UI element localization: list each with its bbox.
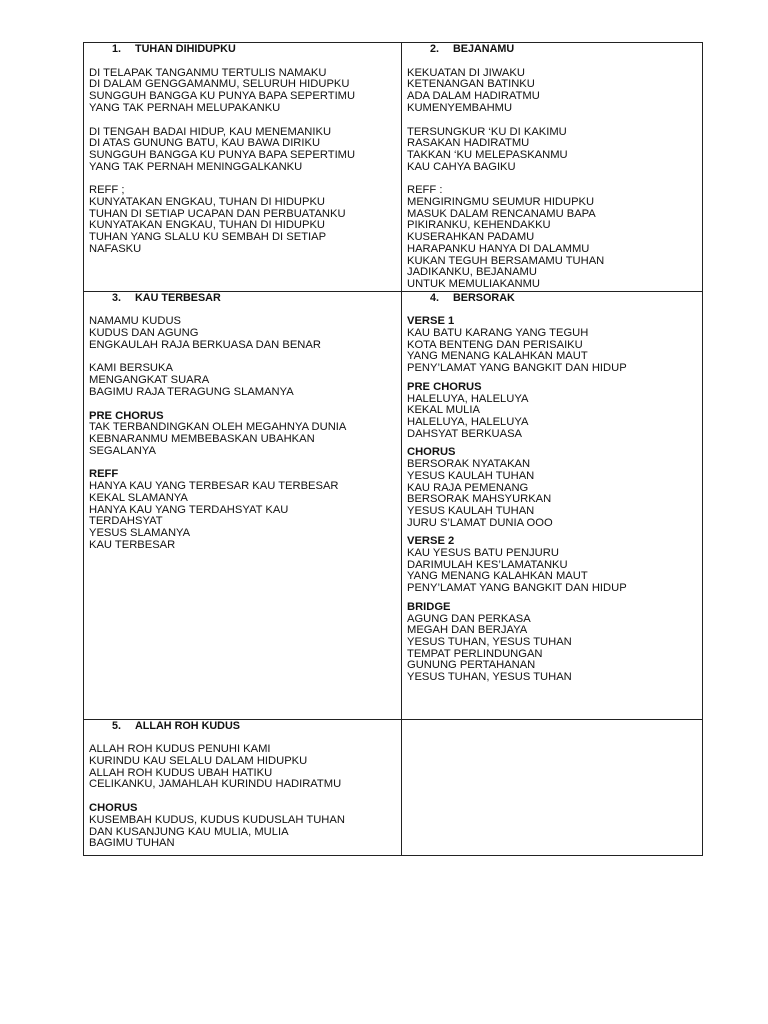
table-row — [84, 719, 703, 855]
lyric-line: BERSORAK NYATAKAN — [407, 458, 531, 471]
lyric-line: KAU RAJA PEMENANG — [407, 481, 529, 494]
song-title-text: BEJANAMU — [453, 43, 515, 55]
lyric-line: KAU YESUS BATU PENJURU — [407, 547, 559, 560]
lyric-line: MENGANGKAT SUARA — [89, 374, 210, 387]
lyric-block — [407, 185, 696, 290]
lyric-line: DARIMULAH KES’LAMATANKU — [407, 558, 568, 571]
lyric-line: BERSORAK MAHSYURKAN — [407, 493, 552, 506]
lyric-block — [407, 68, 696, 115]
lyric-block — [89, 744, 395, 791]
song-number: 1. — [112, 43, 122, 55]
lyric-line: KUMENYEMBAHMU — [407, 101, 513, 114]
lyric-line: YESUS KAULAH TUHAN — [407, 504, 535, 517]
lyric-line: GUNUNG PERTAHANAN — [407, 659, 536, 672]
lyric-line: TAKKAN ‘KU MELEPASKANMU — [407, 148, 568, 161]
lyric-line: KEKUATAN DI JIWAKU — [407, 66, 525, 79]
lyric-line: DI DALAM GENGGAMANMU, SELURUH HIDUPKU — [89, 78, 350, 91]
section-heading: BRIDGE — [407, 600, 451, 613]
lyric-line: KUSEMBAH KUDUS, KUDUS KUDUSLAH TUHAN — [89, 813, 345, 826]
lyric-line: KAU TERBESAR — [89, 538, 176, 551]
lyric-block — [407, 127, 696, 174]
lyric-line: YANG TAK PERNAH MELUPAKANKU — [89, 101, 281, 114]
lyric-line: ALLAH ROH KUDUS PENUHI KAMI — [89, 743, 271, 756]
lyric-block — [89, 68, 395, 115]
lyric-line: TEMPAT PERLINDUNGAN — [407, 647, 543, 660]
songs-table — [83, 42, 703, 856]
song-number: 3. — [112, 291, 122, 304]
lyric-line: DAN KUSANJUNG KAU MULIA, MULIA — [89, 825, 289, 838]
lyric-line: HANYA KAU YANG TERBESAR KAU TERBESAR — [89, 480, 339, 493]
lyric-line: KEKAL SLAMANYA — [89, 491, 188, 504]
song-title-text: BERSORAK — [453, 291, 515, 304]
song-cell-2 — [402, 43, 703, 292]
section-heading: VERSE 1 — [407, 315, 455, 328]
song-title — [407, 44, 696, 56]
lyric-line: DI TENGAH BADAI HIDUP, KAU MENEMANIKU — [89, 125, 332, 138]
section-heading: VERSE 2 — [407, 535, 455, 548]
lyric-line: YANG MENANG KALAHKAN MAUT — [407, 350, 588, 363]
lyric-line: PENY’LAMAT YANG BANGKIT DAN HIDUP — [407, 582, 627, 595]
lyric-line: HARAPANKU HANYA DI DALAMMU — [407, 242, 590, 255]
lyric-line: KETENANGAN BATINKU — [407, 78, 535, 91]
lyric-block — [407, 382, 696, 441]
lyric-block — [89, 185, 395, 255]
empty-cell — [402, 719, 703, 855]
lyric-line: TERSUNGKUR ‘KU DI KAKIMU — [407, 125, 567, 138]
lyric-block — [89, 316, 395, 351]
song-cell-5 — [84, 719, 402, 855]
table-row — [84, 291, 703, 719]
lyric-line: KURINDU KAU SELALU DALAM HIDUPKU — [89, 755, 308, 768]
lyric-line: KUSERAHKAN PADAMU — [407, 231, 535, 244]
song-number: 2. — [430, 43, 440, 55]
lyric-block — [89, 411, 395, 458]
lyric-line: SUNGGUH BANGGA KU PUNYA BAPA SEPERTIMU — [89, 90, 356, 103]
lyric-block — [407, 602, 696, 684]
lyric-line: DAHSYAT BERKUASA — [407, 427, 523, 440]
lyric-line: TERDAHSYAT — [89, 515, 163, 528]
lyric-line: KEBNARANMU MEMBEBASKAN UBAHKAN — [89, 432, 315, 445]
table-row — [84, 43, 703, 292]
section-heading: REFF — [89, 468, 119, 481]
lyric-line: KUNYATAKAN ENGKAU, TUHAN DI HIDUPKU — [89, 219, 326, 232]
lyric-block — [89, 127, 395, 174]
lyric-line: YESUS KAULAH TUHAN — [407, 469, 535, 482]
section-heading: CHORUS — [89, 802, 138, 815]
lyric-line: TUHAN YANG SLALU KU SEMBAH DI SETIAP — [89, 231, 327, 244]
lyric-line: ADA DALAM HADIRATMU — [407, 90, 540, 103]
lyric-line: ALLAH ROH KUDUS UBAH HATIKU — [89, 766, 273, 779]
lyric-line: YESUS SLAMANYA — [89, 526, 191, 539]
lyric-line: RASAKAN HADIRATMU — [407, 137, 530, 150]
lyric-line: KAU BATU KARANG YANG TEGUH — [407, 327, 589, 340]
lyric-line: MEGAH DAN BERJAYA — [407, 624, 528, 637]
section-heading: PRE CHORUS — [89, 409, 164, 422]
lyric-line: KUNYATAKAN ENGKAU, TUHAN DI HIDUPKU — [89, 196, 326, 209]
lyric-block — [89, 469, 395, 551]
lyric-line: NAMAMU KUDUS — [89, 315, 181, 328]
lyric-line: CELIKANKU, JAMAHLAH KURINDU HADIRATMU — [89, 778, 342, 791]
lyric-line: PIKIRANKU, KEHENDAKKU — [407, 219, 551, 232]
lyric-block — [407, 316, 696, 375]
lyric-line: BAGIMU TUHAN — [89, 837, 175, 850]
lyric-line: YESUS TUHAN, YESUS TUHAN — [407, 635, 572, 648]
lyric-block — [89, 363, 395, 398]
lyric-line: DI ATAS GUNUNG BATU, KAU BAWA DIRIKU — [89, 137, 321, 150]
song-title-text: TUHAN DIHIDUPKU — [135, 43, 236, 55]
lyric-line: SUNGGUH BANGGA KU PUNYA BAPA SEPERTIMU — [89, 148, 356, 161]
lyric-line: HALELUYA, HALELUYA — [407, 392, 529, 405]
song-title-text: KAU TERBESAR — [135, 291, 221, 304]
lyric-line: UNTUK MEMULIAKANMU — [407, 277, 541, 290]
song-cell-1 — [84, 43, 402, 292]
lyric-line: YANG TAK PERNAH MENINGGALKANKU — [89, 160, 303, 173]
lyric-line: JURU S’LAMAT DUNIA OOO — [407, 516, 553, 529]
lyric-line: AGUNG DAN PERKASA — [407, 612, 531, 625]
lyric-line: REFF : — [407, 184, 443, 197]
song-title — [89, 293, 395, 305]
section-heading: PRE CHORUS — [407, 380, 482, 393]
lyric-line: KAU CAHYA BAGIKU — [407, 160, 516, 173]
section-heading: CHORUS — [407, 446, 456, 459]
lyric-line: NAFASKU — [89, 242, 142, 255]
lyric-block — [89, 803, 395, 850]
lyric-line: PENY’LAMAT YANG BANGKIT DAN HIDUP — [407, 362, 627, 375]
song-cell-3 — [84, 291, 402, 719]
lyric-line: MENGIRINGMU SEUMUR HIDUPKU — [407, 196, 595, 209]
lyric-line: KOTA BENTENG DAN PERISAIKU — [407, 338, 583, 351]
song-cell-4 — [402, 291, 703, 719]
lyric-line: HANYA KAU YANG TERDAHSYAT KAU — [89, 503, 289, 516]
song-title — [89, 721, 395, 733]
song-title — [407, 293, 696, 305]
lyric-line: KUDUS DAN AGUNG — [89, 327, 199, 340]
lyric-block — [407, 536, 696, 595]
lyric-line: TAK TERBANDINGKAN OLEH MEGAHNYA DUNIA — [89, 421, 347, 434]
song-title-text: ALLAH ROH KUDUS — [135, 719, 240, 732]
song-number: 4. — [430, 291, 440, 304]
lyric-line: SEGALANYA — [89, 444, 156, 457]
lyric-line: TUHAN DI SETIAP UCAPAN DAN PERBUATANKU — [89, 207, 346, 220]
lyric-line: KUKAN TEGUH BERSAMAMU TUHAN — [407, 254, 605, 267]
lyric-line: REFF ; — [89, 184, 125, 197]
lyric-line: BAGIMU RAJA TERAGUNG SLAMANYA — [89, 385, 294, 398]
song-number: 5. — [112, 719, 122, 732]
lyric-line: DI TELAPAK TANGANMU TERTULIS NAMAKU — [89, 66, 327, 79]
lyric-line: HALELUYA, HALELUYA — [407, 415, 529, 428]
lyric-block — [407, 447, 696, 529]
lyric-line: ENGKAULAH RAJA BERKUASA DAN BENAR — [89, 338, 321, 351]
lyric-line: YANG MENANG KALAHKAN MAUT — [407, 570, 588, 583]
lyric-line: MASUK DALAM RENCANAMU BAPA — [407, 207, 596, 220]
song-title — [89, 44, 395, 56]
lyric-line: JADIKANKU, BEJANAMU — [407, 266, 537, 279]
lyric-line: KEKAL MULIA — [407, 404, 480, 417]
lyric-line: YESUS TUHAN, YESUS TUHAN — [407, 671, 572, 684]
lyric-line: KAMI BERSUKA — [89, 362, 173, 375]
